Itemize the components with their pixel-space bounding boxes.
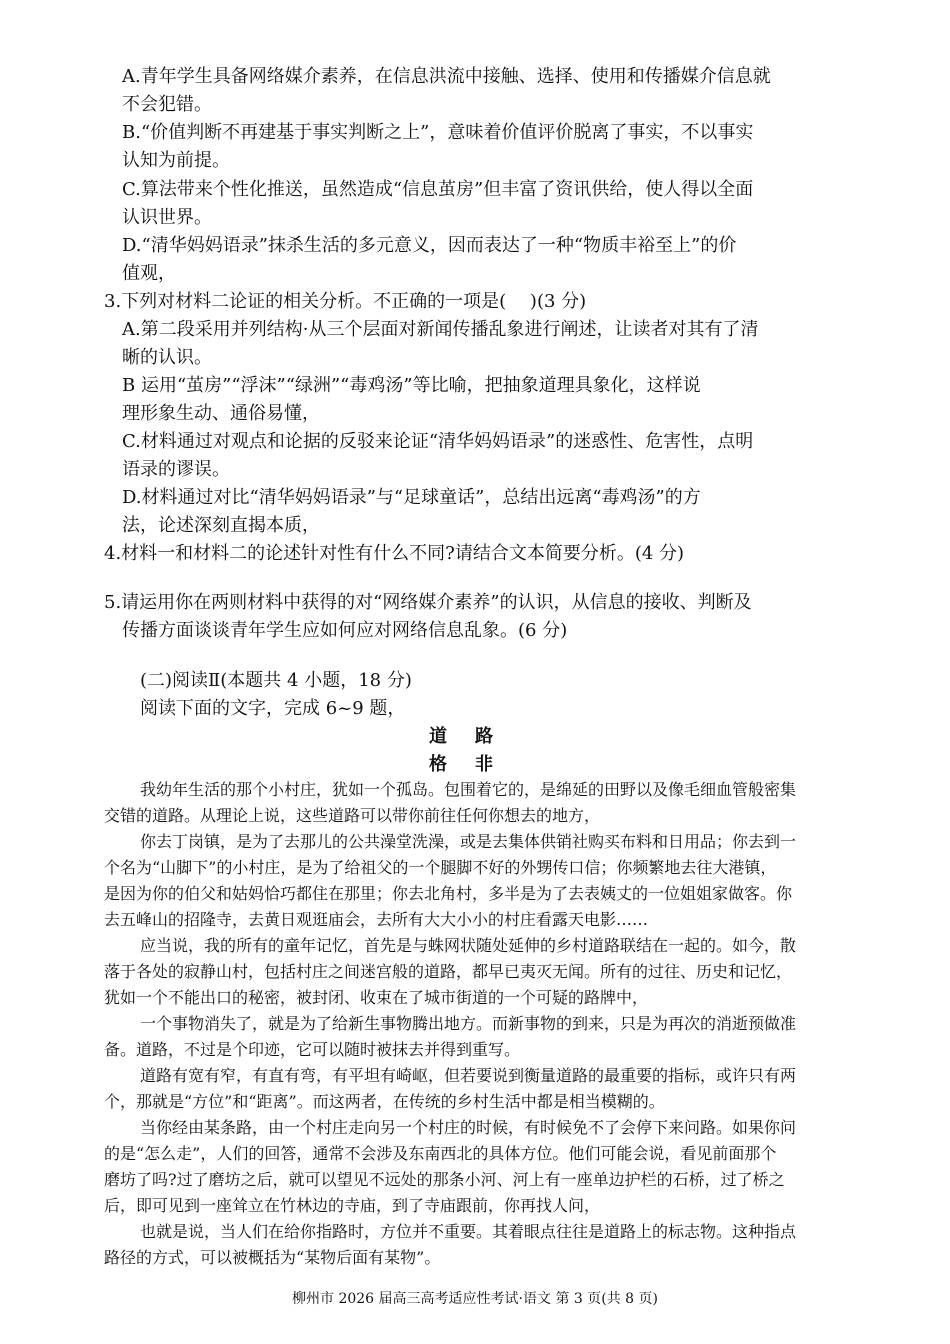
article-paragraph-line: 后，即可见到一座耸立在竹林边的寺庙，到了寺庙跟前，你再找人问， [104, 1196, 601, 1215]
article-paragraph-line: 应当说，我的所有的童年记忆，首先是与蛛网状随处延伸的乡村道路联结在一起的。如今，散 [140, 936, 797, 955]
option-b-q2: B.“价值判断不再建基于事实判断之上”，意味着价值评价脱离了事实，不以事实 [122, 122, 754, 143]
option-a-q3: A.第二段采用并列结构·从三个层面对新闻传播乱象进行阐述，让读者对其有了清 [122, 319, 759, 340]
section-instruction: 阅读下面的文字，完成 6~9 题， [140, 698, 406, 719]
option-d-q2: D.“清华妈妈语录”抹杀生活的多元意义，因而表达了一种“物质丰裕至上”的价 [122, 235, 737, 256]
question-4: 4.材料一和材料二的论述针对性有什么不同?请结合文本简要分析。(4 分) [104, 543, 685, 564]
option-d-q3-cont: 法，论述深刻直揭本质， [122, 515, 320, 536]
option-d-q3: D.材料通过对比“清华妈妈语录”与“足球童话”，总结出远离“毒鸡汤”的方 [122, 487, 701, 508]
article-title: 道路 [429, 726, 521, 747]
article-paragraph-line: 个名为“山脚下”的小村庄，是为了给祖父的一个腿脚不好的外甥传口信；你频繁地去往大港镇， [104, 858, 777, 877]
article-author: 格非 [429, 754, 521, 775]
option-a-q2: A.青年学生具备网络媒介素养，在信息洪流中接触、选择、使用和传播媒介信息就 [122, 66, 771, 87]
article-paragraph-line: 当你经由某条路，由一个村庄走向另一个村庄的时候，有时候免不了会停下来问路。如果你问 [140, 1118, 797, 1137]
article-paragraph-line: 去五峰山的招隆寺，去黄日观逛庙会，去所有大大小小的村庄看露天电影…… [104, 910, 649, 929]
page-footer: 柳州市 2026 届高三高考适应性考试·语文 第 3 页(共 8 页) [292, 1291, 658, 1307]
option-c-q3: C.材料通过对观点和论据的反驳来论证“清华妈妈语录”的迷惑性、危害性，点明 [122, 431, 754, 452]
article-paragraph-line: 路径的方式，可以被概括为“某物后面有某物”。 [104, 1248, 441, 1267]
option-b-q3-cont: 理形象生动、通俗易懂， [122, 403, 320, 424]
article-paragraph-line: 的是“怎么走”，人们的回答，通常不会涉及东南西北的具体方位。他们可能会说，看见前面那个 [104, 1144, 777, 1163]
question-5: 5.请运用你在两则材料中获得的对“网络媒介素养”的认识，从信息的接收、判断及 [104, 592, 752, 613]
article-paragraph-line: 道路有宽有窄，有直有弯，有平坦有崎岖，但若要说到衡量道路的最重要的指标，或许只有两 [140, 1066, 797, 1085]
article-paragraph-line: 落于各处的寂静山村，包括村庄之间迷宫般的道路，都早已夷灭无闻。所有的过往、历史和记忆， [104, 962, 793, 981]
article-paragraph-line: 交错的道路。从理论上说，这些道路可以带你前往任何你想去的地方， [104, 806, 601, 825]
article-paragraph-line: 个，那就是“方位”和“距离”。而这两者，在传统的乡村生活中都是相当模糊的。 [104, 1092, 665, 1111]
article-paragraph-line: 是因为你的伯父和姑妈恰巧都住在那里；你去北角村，多半是为了去表姨丈的一位姐姐家做客。你 [104, 884, 793, 903]
article-paragraph-line: 你去丁岗镇，是为了去那儿的公共澡堂洗澡，或是去集体供销社购买布料和日用品；你去到一 [140, 832, 797, 851]
option-d-q2-cont: 值观， [122, 263, 176, 284]
option-c-q3-cont: 语录的谬误。 [122, 459, 230, 480]
option-c-q2-cont: 认识世界。 [122, 207, 212, 228]
section-heading: (二)阅读Ⅱ(本题共 4 小题，18 分) [140, 670, 412, 691]
article-paragraph-line: 犹如一个不能出口的秘密，被封闭、收束在了城市街道的一个可疑的路牌中， [104, 988, 649, 1007]
question-3: 3.下列对材料二论证的相关分析。不正确的一项是( )(3 分) [104, 291, 587, 312]
option-a-q3-cont: 晰的认识。 [122, 347, 212, 368]
article-paragraph-line: 也就是说，当人们在给你指路时，方位并不重要。其着眼点往往是道路上的标志物。这种指点 [140, 1222, 797, 1241]
question-5-cont: 传播方面谈谈青年学生应如何应对网络信息乱象。(6 分) [122, 620, 568, 641]
article-paragraph-line: 我幼年生活的那个小村庄，犹如一个孤岛。包围着它的，是绵延的田野以及像毛细血管般密集 [140, 780, 797, 799]
option-a-q2-cont: 不会犯错。 [122, 94, 212, 115]
article-paragraph-line: 磨坊了吗?过了磨坊之后，就可以望见不远处的那条小河、河上有一座单边护栏的石桥，过了桥之 [104, 1170, 785, 1189]
article-paragraph-line: 备。道路，不过是个印迹，它可以随时被抹去并得到重写。 [104, 1040, 521, 1059]
option-b-q3: B 运用“茧房”“浮沫”“绿洲”“毒鸡汤”等比喻，把抽象道理具象化，这样说 [122, 375, 701, 396]
option-b-q2-cont: 认知为前提。 [122, 150, 230, 171]
option-c-q2: C.算法带来个性化推送，虽然造成“信息茧房”但丰富了资讯供给，使人得以全面 [122, 179, 754, 200]
article-paragraph-line: 一个事物消失了，就是为了给新生事物腾出地方。而新事物的到来，只是为再次的消逝预做准 [140, 1014, 797, 1033]
